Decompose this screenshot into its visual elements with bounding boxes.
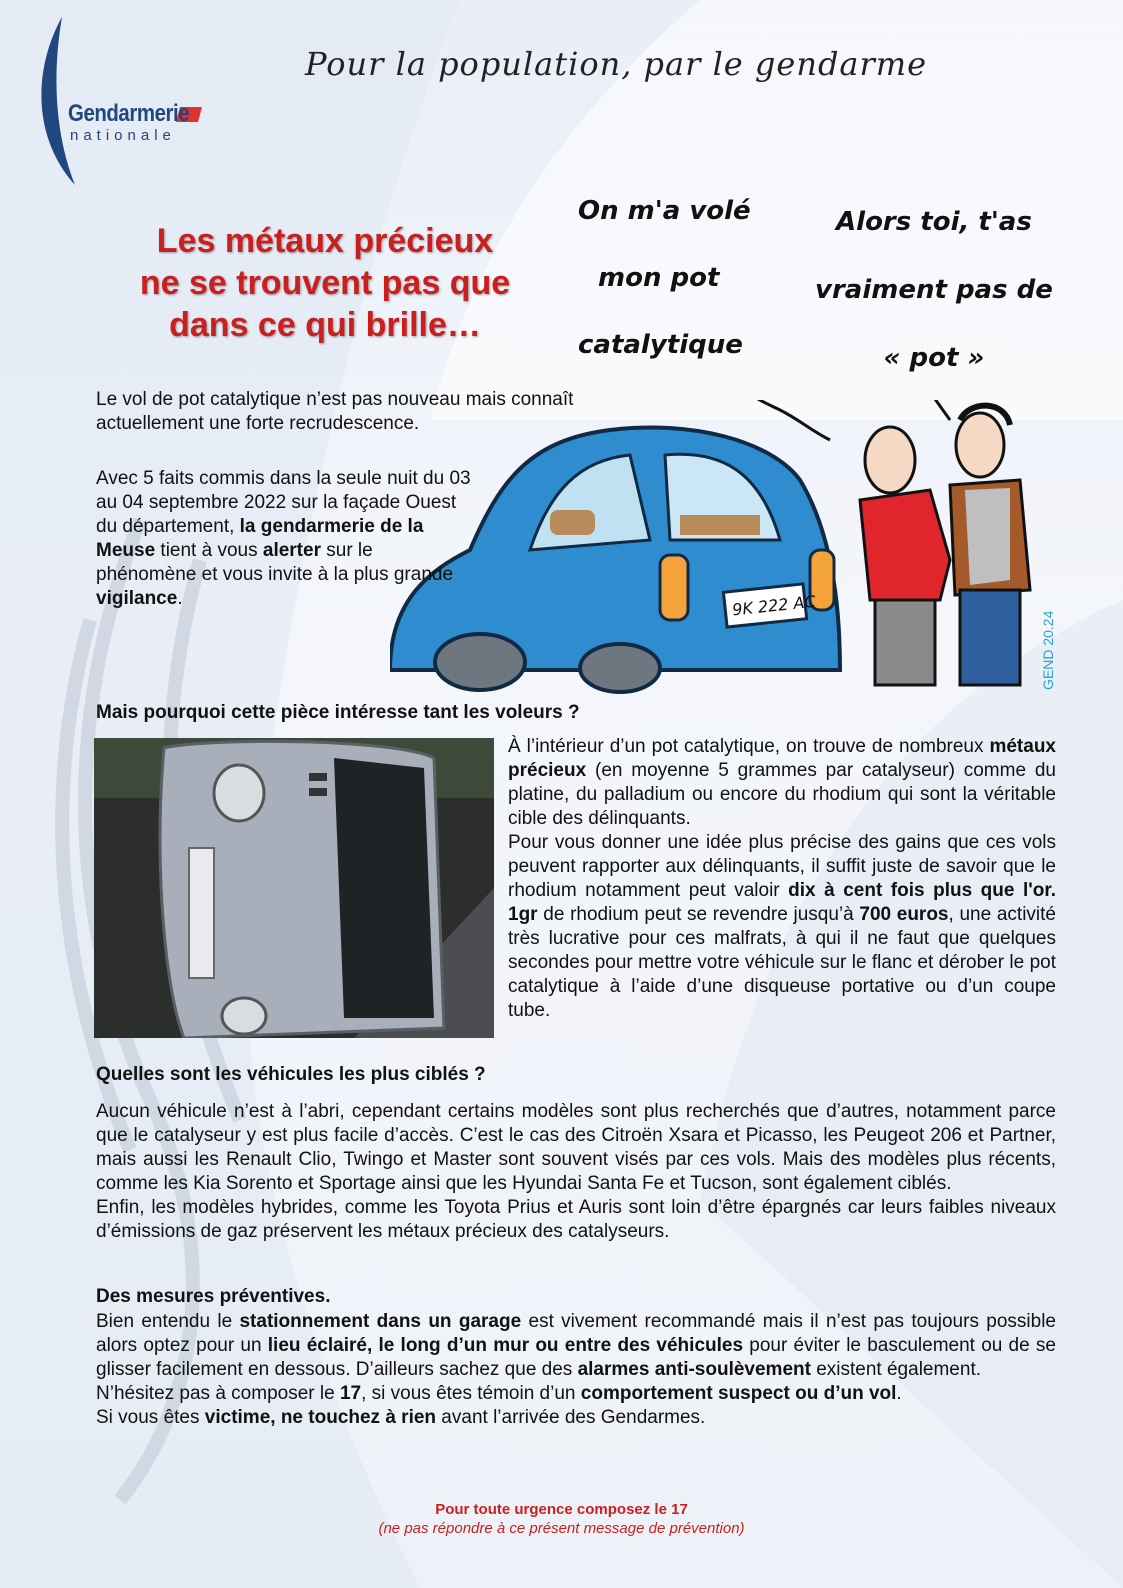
section3-span: Si vous êtes xyxy=(96,1407,205,1428)
section3-span: , si vous êtes témoin d’un xyxy=(361,1383,581,1404)
section3-span: . xyxy=(896,1383,902,1404)
section2-paragraph-1: Aucun véhicule n’est à l’abri, cependant certains modèles sont plus recherchés que d’autres, notamment parce que le catalyseur y est plus facile d’accès. C’est le cas des Citroën Xsara et Picasso, les Peugeot 206 et Partner, mais aussi les Renault Clio, Twingo et Master sont souvent visés par ces vols. Mais des modèles plus récents, comme les Kia Sorento et Sportage ainsi que les Hyundai Santa Fe et Tucson, sont également ciblés. xyxy=(96,1101,1056,1194)
logo-name-line1: Gendarmerie xyxy=(68,100,190,127)
section3-bold: lieu éclairé, le long d’un mur ou entre des véhicules xyxy=(267,1335,744,1356)
section3-span: avant l’arrivée des Gendarmes. xyxy=(436,1407,706,1428)
bubble-right-line-3: « pot » xyxy=(883,343,985,373)
section3-bold: stationnement dans un garage xyxy=(239,1311,522,1332)
section2-text xyxy=(96,1100,1056,1244)
page-title xyxy=(100,220,550,346)
footer xyxy=(0,1500,1123,1538)
section3-heading: Des mesures préventives. xyxy=(96,1286,331,1307)
cartoon-illustration xyxy=(390,400,1110,695)
plate-text: 9K 222 AC xyxy=(731,591,817,620)
bubble-right-line-2: vraiment pas de xyxy=(815,275,1053,305)
speech-bubble-right xyxy=(815,188,1053,392)
section3-span: pour éviter le basculement ou de se glisser facilement en dessous. D’ailleurs sachez que des xyxy=(96,1335,1056,1380)
section2-heading: Quelles sont les véhicules les plus ciblés ? xyxy=(96,1064,486,1085)
section1-bold: 700 euros xyxy=(859,904,949,925)
bubble-left-line-2: mon pot xyxy=(598,263,720,293)
intro-bold-alert: alerter xyxy=(262,540,321,561)
section1-bold: métaux précieux xyxy=(508,736,1056,781)
section3-span: existent également. xyxy=(810,1359,981,1380)
intro-text: Avec 5 faits commis dans la seule nuit du 03 au 04 septembre 2022 sur la façade Ouest du département, xyxy=(96,468,471,537)
section3-span: Bien entendu le xyxy=(96,1311,240,1332)
section1-span: de rhodium peut se revendre jusqu’à xyxy=(537,904,860,925)
section3-bold: 17 xyxy=(339,1383,362,1404)
intro-paragraph-2 xyxy=(96,467,476,611)
intro-text: tient à vous xyxy=(155,540,263,561)
gendarmerie-logo xyxy=(30,15,220,190)
bubble-left-line-3: catalytique xyxy=(578,330,743,360)
bubble-right-line-1: Alors toi, t'as xyxy=(836,207,1032,237)
section3-bold: victime, ne touchez à rien xyxy=(204,1407,437,1428)
section3-span: N’hésitez pas à composer le xyxy=(96,1383,340,1404)
section3-bold: alarmes anti-soulèvement xyxy=(577,1359,811,1380)
section1-span: Pour vous donner une idée plus précise des gains que ces vols peuvent rapporter aux délinquants, il suffit juste de savoir que le rhodium notamment peut valoir xyxy=(508,832,1056,901)
section1-span: , une activité très lucrative pour ces malfrats, à qui il ne faut que quelques secondes pour mettre votre véhicule sur le flanc et dérober le pot catalytique à l’aide d’une disqueuse portative ou d’un coupe tube. xyxy=(508,904,1056,1021)
section1-bold: dix à cent fois plus que l'or. 1gr xyxy=(508,880,1057,925)
car-and-people-drawing xyxy=(390,400,1110,695)
section3-bold: comportement suspect ou d’un vol xyxy=(580,1383,897,1404)
tipped-car-photo xyxy=(94,738,494,1038)
intro-bold-gendarmerie: la gendarmerie de la Meuse xyxy=(96,516,424,561)
section3-text xyxy=(96,1310,1056,1430)
section2-paragraph-2: Enfin, les modèles hybrides, comme les Toyota Prius et Auris sont loin d’être épargnés car leurs faibles niveaux d’émissions de gaz préservent les métaux précieux des catalyseurs. xyxy=(96,1197,1056,1242)
section1-span: (en moyenne 5 grammes par catalyseur) comme du platine, du palladium ou encore du rhodium qui sont la véritable cible des délinquants. xyxy=(508,760,1056,829)
logo-name-line2: nationale xyxy=(70,127,176,144)
intro-text: . xyxy=(177,588,183,609)
title-line-1: Les métaux précieux xyxy=(156,222,494,260)
title-line-2: ne se trouvent pas que xyxy=(139,264,511,302)
cartoon-signature: GEND 20.24 xyxy=(1040,610,1056,690)
footer-note: (ne pas répondre à ce présent message de prévention) xyxy=(378,1520,745,1537)
speech-bubble-left xyxy=(578,178,751,379)
section1-heading: Mais pourquoi cette pièce intéresse tant les voleurs ? xyxy=(96,702,580,723)
section1-span: À l’intérieur d’un pot catalytique, on trouve de nombreux xyxy=(508,736,990,757)
title-line-3: dans ce qui brille… xyxy=(169,306,481,344)
intro-paragraph-1: Le vol de pot catalytique n’est pas nouveau mais connaît actuellement une forte recrudescence. xyxy=(96,389,574,434)
bubble-left-line-1: On m'a volé xyxy=(578,196,751,226)
section1-text xyxy=(508,735,1056,1023)
footer-emergency: Pour toute urgence composez le 17 xyxy=(435,1501,688,1518)
intro-bold-vigilance: vigilance xyxy=(96,588,178,609)
slogan: Pour la population, par le gendarme xyxy=(305,45,928,83)
section3-span: est vivement recommandé mais il n’est pas toujours possible alors optez pour un xyxy=(96,1311,1056,1356)
intro-text: sur le phénomène et vous invite à la plus grande xyxy=(96,540,454,585)
